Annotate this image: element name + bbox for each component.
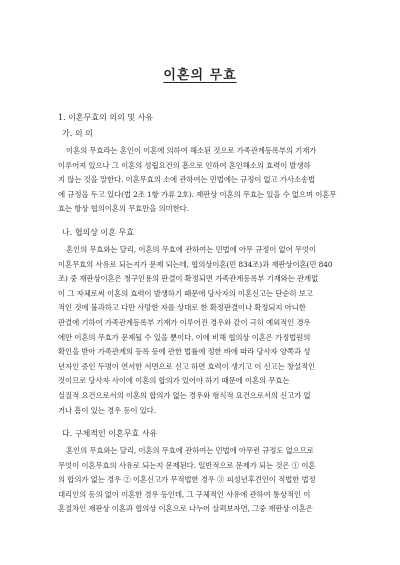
paragraph-ga [58,144,348,217]
document-title: 이혼의 무효 [163,68,237,83]
text-line: 이루어져 있으나 그 이혼의 성립요건의 흠으로 인하여 혼인해소의 효력이 발생하 [58,160,311,170]
text-line: 혼인의 무효와는 달리, 이혼의 무효에 관하여는 민법에 아무런 규정도 없으므로 [66,446,314,456]
text-line: 실질적 요건으로서의 이혼의 합의가 없는 경우와 형식적 요건으로서의 신고가 없 [58,390,311,400]
text-line: 이 그 자체로써 이혼의 효력이 발생하기 때문에 당사자의 이혼신고는 단순히 보고 [58,288,313,298]
text-line: 이혼무효의 사유로 되는지가 문제 되는데, 협의상이혼(민 834조)과 재판상이혼(민 840 [58,259,333,269]
text-line: 것이므로 당사자 사이에 이혼의 합의가 있어야 하기 때문에 이혼의 무효는 [58,376,290,386]
subsection-heading-ga: 가. 의 의 [62,129,93,138]
text-line: 혼절차인 재판상 이혼과 협의상 이혼으로 나누어 살펴보자면, 그중 재판상 이혼은 [58,504,313,514]
section-heading: 1. 이혼무효의 의의 및 사유 [58,113,154,122]
text-line: 지 않는 것을 말한다. 이혼무효의 소에 관하여는 민법에는 규정이 없고 가사소송법 [58,175,316,185]
text-line: 판결에 기하여 가족관계등록부 기재가 이루어진 경우와 같이 극히 예외적인 경우 [58,317,311,327]
document-body [58,112,348,521]
text-line: 혼인의 무효와는 달리, 이혼의 무효에 관하여는 민법에 아무 규정이 없어 무엇이 [66,244,317,254]
subsection-heading-na: 나. 협의상 이혼 무효 [62,227,134,237]
paragraph-da [58,444,348,517]
paragraph-na [58,243,348,418]
text-line: 적인 것에 불과하고 다만 사망한 자를 상대로 한 확정판결이나 확정되지 아니한 [58,303,306,313]
text-line: 년자인 증인 두명이 연서한 서면으로 신고 하면 효력이 생기고 이 신고는 창설적인 [58,361,316,371]
subsection-heading-da: 다. 구체적인 이혼무효 사유 [62,429,158,439]
text-line: 확인을 받아 가족관계의 등록 등에 관한 법률에 정한 바에 따라 당사자 양쪽과 성 [58,347,311,357]
text-line: 대리인의 동의 없이 이혼한 경우 등인데, 그 구체적인 사유에 관하여 통상적인 이 [58,489,311,499]
text-line: 무엇이 이혼무효의 사유로 되는지 문제된다. 일반적으로 문제가 되는 것은 ① 이혼 [58,460,316,470]
text-line: 거나 흠이 있는 경우 등이 있다. [58,405,156,415]
text-line: 효는 항상 협의이혼의 무효만을 의미한다. [58,204,189,214]
text-line: 조) 중 재판상이혼은 청구인용의 판결이 확정되면 가족관계등록부 기재와는 관계없 [58,274,319,284]
text-line: 에 규정을 두고 있다(법 2조 1항 가류 2호). 재판상 이혼의 무효는 있을 수 없으며 이혼무 [58,189,337,199]
text-line: 의 합의가 없는 경우 ② 이혼신고가 무적법한 경우 ③ 피성년후견인이 적법한 법정 [58,475,316,485]
text-line: 에만 이혼의 무효가 문제될 수 있을 뿐이다. 이에 비해 협의상 이혼은 가정법원의 [58,332,311,342]
text-line: 이혼의 무효라는 혼인이 이혼에 의하여 해소된 것으로 가족관계등록부의 기재가 [66,146,317,155]
